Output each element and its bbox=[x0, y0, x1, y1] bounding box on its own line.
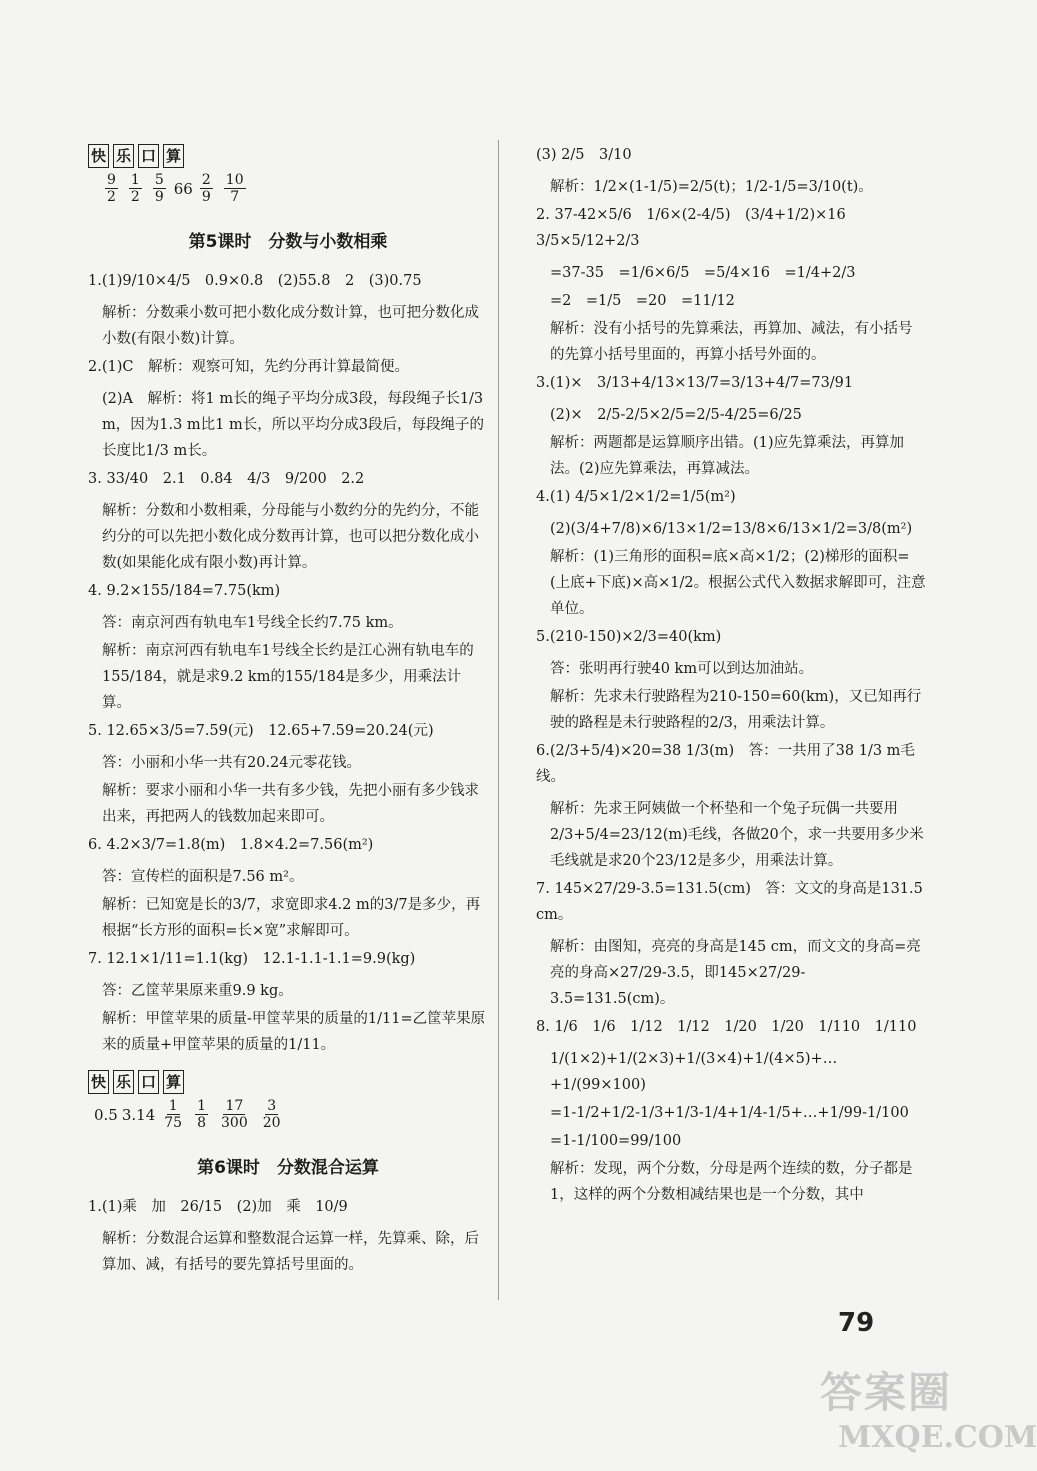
answer-line: 1/(1×2)+1/(2×3)+1/(3×4)+1/(4×5)+…+1/(99×100) bbox=[550, 1051, 838, 1093]
answer-line: (2)× 2/5-2/5×2/5=2/5-4/25=6/25 bbox=[550, 407, 802, 423]
fraction: 1 8 bbox=[197, 1098, 207, 1131]
answer-line: 4. 9.2×155/184=7.75(km) bbox=[88, 583, 281, 599]
answer-line: =1-1/100=99/100 bbox=[550, 1133, 682, 1149]
answer-line: 1.(1)9/10×4/5 0.9×0.8 (2)55.8 2 (3)0.75 bbox=[88, 273, 422, 289]
quick-calc-1-items bbox=[102, 172, 488, 205]
explanation: 解析：先求王阿姨做一个杯垫和一个兔子玩偶一共要用2/3+5/4=23/12(m)毛线，各做20个，求一共要用多少米毛线就是求20个23/12是多少，用乘法计算。 bbox=[550, 801, 924, 869]
column-divider bbox=[498, 140, 499, 1300]
fraction: 10 7 bbox=[225, 172, 244, 205]
fraction: 17 300 bbox=[221, 1098, 248, 1131]
explanation: 解析：发现，两个分数，分母是两个连续的数，分子都是1，这样的两个分数相减结果也是一个分数，其中 bbox=[550, 1161, 913, 1203]
quick-label-char: 乐 bbox=[113, 144, 134, 168]
fraction: 1 2 bbox=[130, 172, 140, 205]
explanation: 解析：分数乘小数可把小数化成分数计算，也可把分数化成小数(有限小数)计算。 bbox=[102, 305, 479, 347]
quick-label-char: 乐 bbox=[113, 1070, 134, 1094]
right-column bbox=[536, 140, 926, 1210]
answer-line: 8. 1/6 1/6 1/12 1/12 1/20 1/20 1/110 1/110 bbox=[536, 1019, 917, 1035]
quick-calc-1-header bbox=[88, 144, 488, 168]
explanation: 解析：两题都是运算顺序出错。(1)应先算乘法，再算加法。(2)应先算乘法，再算减法。 bbox=[550, 435, 905, 477]
answer-line: (2)A 解析：将1 m长的绳子平均分成3段，每段绳子长1/3 m，因为1.3 m比1 m长，所以平均分成3段后，每段绳子的长度比1/3 m长。 bbox=[102, 391, 484, 459]
lesson-6-title: 第6课时 分数混合运算 bbox=[197, 1158, 379, 1178]
value: 66 bbox=[173, 179, 193, 198]
answer-line: 2. 37-42×5/6 1/6×(2-4/5) (3/4+1/2)×16 3/5×5/12+2/3 bbox=[536, 207, 861, 249]
explanation: 解析：要求小丽和小华一共有多少钱，先把小丽有多少钱求出来，再把两人的钱数加起来即可。 bbox=[102, 783, 479, 825]
quick-label-char: 口 bbox=[138, 1070, 159, 1094]
explanation: 解析：甲筐苹果的质量-甲筐苹果的质量的1/11=乙筐苹果原来的质量+甲筐苹果的质量的1/11。 bbox=[102, 1011, 486, 1053]
answer-line: (2)(3/4+7/8)×6/13×1/2=13/8×6/13×1/2=3/8(m²) bbox=[550, 521, 913, 537]
answer-line: 6. 4.2×3/7=1.8(m) 1.8×4.2=7.56(m²) bbox=[88, 837, 374, 853]
fraction: 1 75 bbox=[164, 1098, 183, 1131]
answer-line: 5.(210-150)×2/3=40(km) bbox=[536, 629, 722, 645]
answer-statement: 答：宣传栏的面积是7.56 m²。 bbox=[102, 869, 304, 885]
page-number: 79 bbox=[838, 1308, 875, 1338]
quick-label-char: 快 bbox=[88, 1070, 109, 1094]
answer-line: 3. 33/40 2.1 0.84 4/3 9/200 2.2 bbox=[88, 471, 365, 487]
quick-label-char: 口 bbox=[138, 144, 159, 168]
quick-calc-2-header bbox=[88, 1070, 488, 1094]
answer-line: =1-1/2+1/2-1/3+1/3-1/4+1/4-1/5+…+1/99-1/100 bbox=[550, 1105, 909, 1121]
answer-statement: 答：小丽和小华一共有20.24元零花钱。 bbox=[102, 755, 362, 771]
watermark-url: MXQE.COM bbox=[838, 1420, 1037, 1455]
fraction: 2 9 bbox=[201, 172, 211, 205]
explanation: 解析：南京河西有轨电车1号线全长约是江心洲有轨电车的155/184，就是求9.2 km的155/184是多少，用乘法计算。 bbox=[102, 643, 474, 711]
explanation: 解析：分数和小数相乘，分母能与小数约分的先约分，不能约分的可以先把小数化成分数再计算，也可以把分数化成小数(如果能化成有限小数)再计算。 bbox=[102, 503, 479, 571]
answer-line: 6.(2/3+5/4)×20=38 1/3(m) 答：一共用了38 1/3 m毛线。 bbox=[536, 743, 915, 785]
value: 0.5 bbox=[94, 1105, 118, 1124]
answer-statement: 答：南京河西有轨电车1号线全长约7.75 km。 bbox=[102, 615, 403, 631]
answer-line: (3) 2/5 3/10 bbox=[536, 147, 632, 163]
answer-line: 7. 145×27/29-3.5=131.5(cm) 答：文文的身高是131.5 cm。 bbox=[536, 881, 923, 923]
fraction: 3 20 bbox=[262, 1098, 281, 1131]
value: 3.14 bbox=[121, 1105, 156, 1124]
explanation: 解析：由图知，亮亮的身高是145 cm，而文文的身高=亮亮的身高×27/29-3.5，即145×27/29-3.5=131.5(cm)。 bbox=[550, 939, 921, 1007]
left-column bbox=[88, 140, 488, 1280]
explanation: 解析：已知宽是长的3/7，求宽即求4.2 m的3/7是多少，再根据“长方形的面积=长×宽”求解即可。 bbox=[102, 897, 481, 939]
answer-line: 4.(1) 4/5×1/2×1/2=1/5(m²) bbox=[536, 489, 736, 505]
watermark-logo: 答案圈 bbox=[820, 1368, 953, 1417]
explanation: 解析：(1)三角形的面积=底×高×1/2；(2)梯形的面积=(上底+下底)×高×1/2。根据公式代入数据求解即可，注意单位。 bbox=[550, 549, 926, 617]
quick-label-char: 算 bbox=[163, 1070, 184, 1094]
answer-statement: 答：乙筐苹果原来重9.9 kg。 bbox=[102, 983, 293, 999]
answer-line: 2.(1)C 解析：观察可知，先约分再计算最简便。 bbox=[88, 359, 409, 375]
explanation: 解析：分数混合运算和整数混合运算一样，先算乘、除，后算加、减，有括号的要先算括号里面的。 bbox=[102, 1231, 479, 1273]
explanation: 解析：先求未行驶路程为210-150=60(km)，又已知再行驶的路程是未行驶路程的2/3，用乘法计算。 bbox=[550, 689, 922, 731]
answer-line: 7. 12.1×1/11=1.1(kg) 12.1-1.1-1.1=9.9(kg) bbox=[88, 951, 416, 967]
answer-line: 1.(1)乘 加 26/15 (2)加 乘 10/9 bbox=[88, 1199, 348, 1215]
answer-line: 5. 12.65×3/5=7.59(元) 12.65+7.59=20.24(元) bbox=[88, 723, 434, 739]
explanation: 解析：没有小括号的先算乘法，再算加、减法，有小括号的先算小括号里面的，再算小括号外面的。 bbox=[550, 321, 913, 363]
explanation: 解析：1/2×(1-1/5)=2/5(t)；1/2-1/5=3/10(t)。 bbox=[550, 179, 873, 195]
answer-line: 3.(1)× 3/13+4/13×13/7=3/13+4/7=73/91 bbox=[536, 375, 854, 391]
answer-line: =37-35 =1/6×6/5 =5/4×16 =1/4+2/3 bbox=[550, 265, 856, 281]
fraction: 5 9 bbox=[154, 172, 164, 205]
answer-statement: 答：张明再行驶40 km可以到达加油站。 bbox=[550, 661, 814, 677]
quick-calc-2-items bbox=[94, 1098, 488, 1131]
lesson-5-title: 第5课时 分数与小数相乘 bbox=[188, 232, 388, 252]
quick-label-char: 快 bbox=[88, 144, 109, 168]
quick-label-char: 算 bbox=[163, 144, 184, 168]
fraction: 9 2 bbox=[107, 172, 116, 205]
answer-line: =2 =1/5 =20 =11/12 bbox=[550, 293, 735, 309]
